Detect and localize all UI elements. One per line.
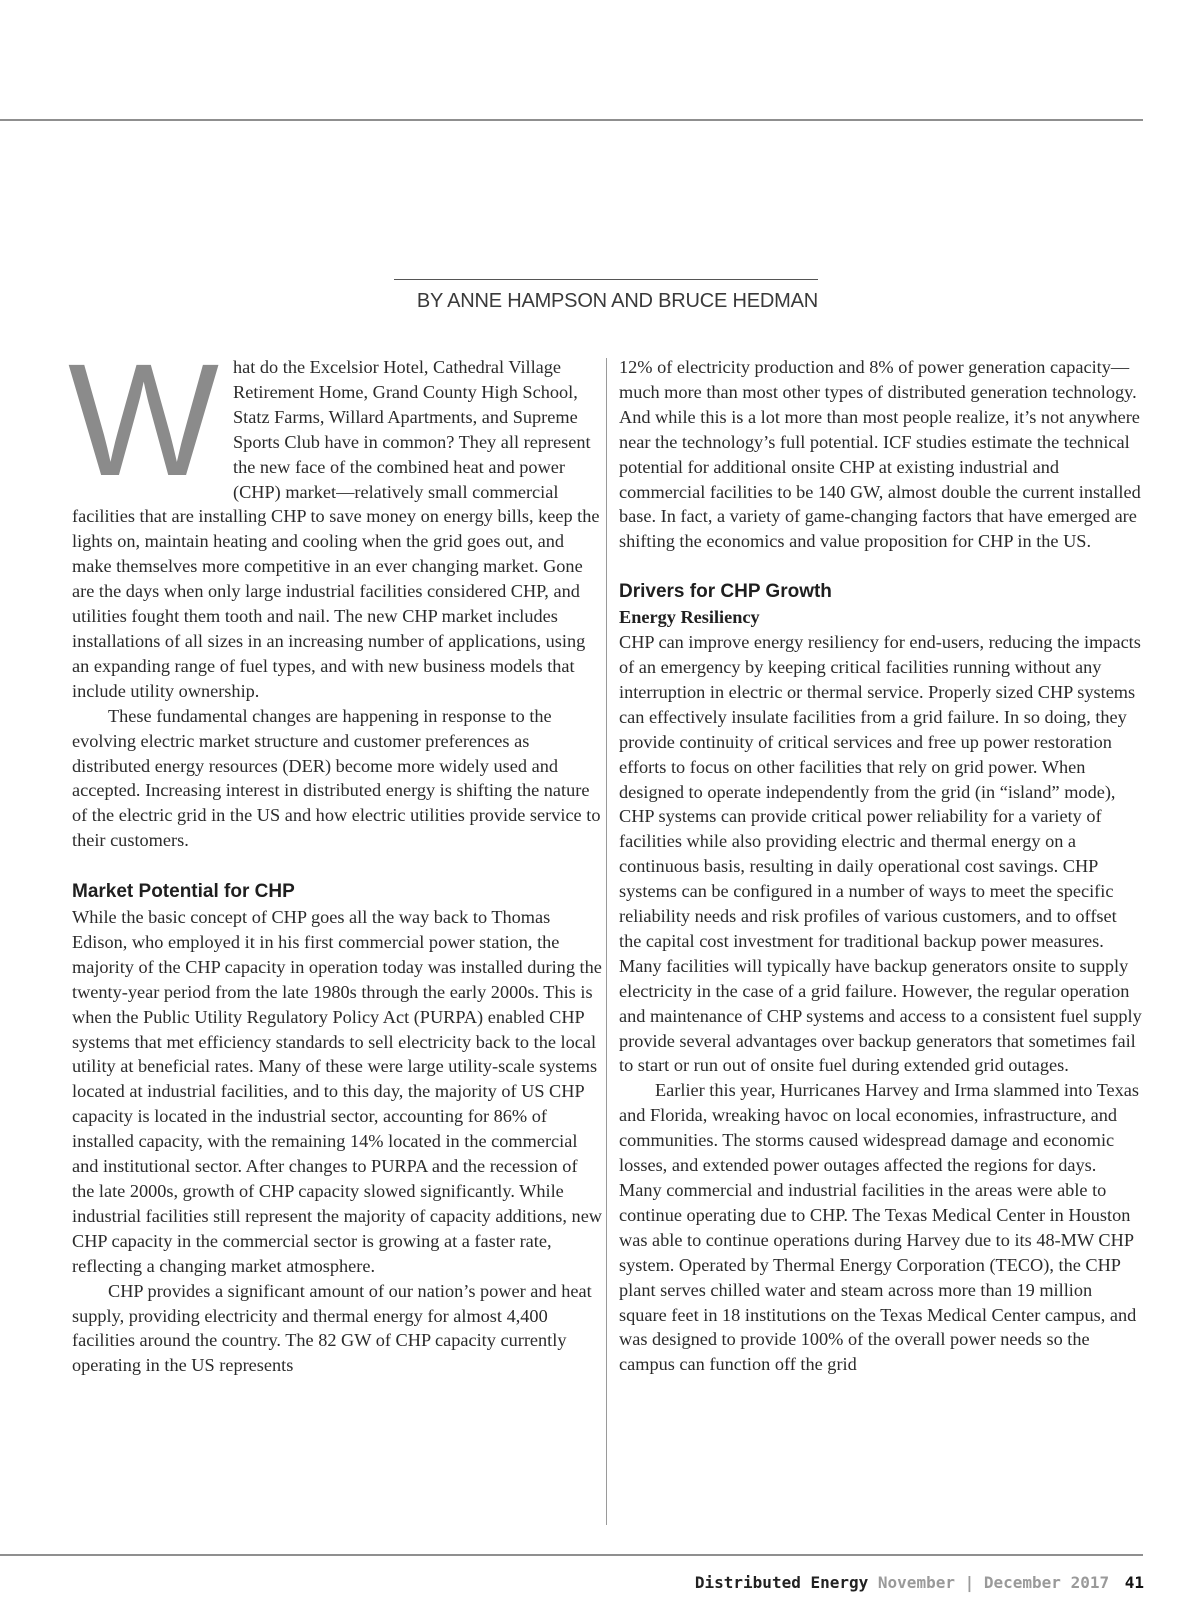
section-heading-market-potential: Market Potential for CHP xyxy=(72,881,295,903)
section-heading-drivers: Drivers for CHP Growth xyxy=(619,581,832,603)
column-divider xyxy=(606,358,607,1525)
top-rule xyxy=(0,119,1143,121)
intro-paragraph xyxy=(68,330,602,704)
page-footer xyxy=(695,1573,1144,1592)
paragraph: While the basic concept of CHP goes all the way back to Thomas Edison, who employed it in his first commercial power station, the majority of the CHP capacity in operation today was installed during the twenty-year period from the late 1980s through the early 2000s. This is when the Public Utility Regulatory Policy Act (PURPA) enabled CHP systems that met efficiency standards to sell electricity back to the local utility at beneficial rates. Many of these were large utility-scale systems located at industrial facilities, and to this day, the majority of US CHP capacity is located in the industrial sector, accounting for 86% of installed capacity, with the remaining 14% located in the commercial and institutional sector. After changes to PURPA and the recession of the late 2000s, growth of CHP capacity slowed significantly. While industrial facilities still represent the majority of capacity additions, new CHP capacity in the commercial sector is growing at a faster rate, reflecting a changing market atmosphere. xyxy=(72,907,603,1276)
byline: BY ANNE HAMPSON AND BRUCE HEDMAN xyxy=(416,290,818,312)
drop-cap: W xyxy=(68,330,220,509)
issue-date: November | December 2017 xyxy=(877,1573,1110,1592)
paragraph: CHP provides a significant amount of our nation’s power and heat supply, providing electricity and thermal energy for almost 4,400 facilities around the country. The 82 GW of CHP capacity currently operating in the US represents xyxy=(72,1280,592,1376)
publication-name: Distributed Energy xyxy=(694,1573,869,1592)
intro-text: hat do the Excelsior Hotel, Cathedral Village Retirement Home, Grand County High School, Statz Farms, Willard Apartments, and Supreme Sports Club have in common? They all represent the new face of the combined heat and power (CHP) market—relatively small commercial facilities that are installing CHP to save money on energy bills, keep the lights on, maintain heating and cooling when the grid goes out, and make themselves more competitive in an ever changing market. Gone are the days when only large industrial facilities considered CHP, and utilities fought them tooth and nail. The new CHP market includes installations of all sizes in an increasing number of applications, using an expanding range of fuel types, and with new business models that include utility ownership. xyxy=(72,357,600,701)
paragraph: These fundamental changes are happening in response to the evolving electric market structure and customer preferences as distributed energy resources (DER) become more widely used and accepted. Increasing interest in distributed energy is shifting the nature of the electric grid in the US and how electric utilities provide service to their customers. xyxy=(72,705,601,851)
paragraph: Earlier this year, Hurricanes Harvey and Irma slammed into Texas and Florida, wreaking havoc on local economies, infrastructure, and communities. The storms caused widespread damage and economic losses, and extended power outages affected the regions for days. Many commercial and industrial facilities in the areas were able to continue operating due to CHP. The Texas Medical Center in Houston was able to continue operations during Harvey due to its 48-MW CHP system. Operated by Thermal Energy Corporation (TECO), the CHP plant serves chilled water and steam across more than 19 million square feet in 18 institutions on the Texas Medical Center campus, and was designed to provide 100% of the overall power needs so the campus can function off the grid xyxy=(619,1080,1139,1375)
bottom-rule xyxy=(0,1554,1143,1556)
right-column xyxy=(619,355,1143,1377)
paragraph: 12% of electricity production and 8% of power generation capacity—much more than most other types of distributed generation technology. And while this is a lot more than most people realize, it’s not anywhere near the technology’s full potential. ICF studies estimate the technical potential for additional onsite CHP at existing industrial and commercial facilities to be 140 GW, almost double the current installed base. In fact, a variety of game-changing factors that have emerged are shifting the economics and value proposition for CHP in the US. xyxy=(619,357,1141,552)
byline-rule xyxy=(394,279,818,280)
subheading-energy-resiliency: Energy Resiliency xyxy=(619,607,760,628)
left-column xyxy=(68,330,603,1378)
page-number: 41 xyxy=(1124,1573,1144,1592)
paragraph: CHP can improve energy resiliency for end-users, reducing the impacts of an emergency by keeping critical facilities running without any interruption in electric or thermal service. Properly sized CHP systems can effectively insulate facilities from a grid failure. In so doing, they provide continuity of critical services and free up power restoration efforts to focus on other facilities that rely on grid power. When designed to operate independently from the grid (in “island” mode), CHP systems can provide critical power reliability for a variety of facilities while also providing electric and thermal energy on a continuous basis, resulting in daily operational cost savings. CHP systems can be configured in a number of ways to meet the specific reliability needs and risk profiles of various customers, and to offset the capital cost investment for traditional backup power measures. Many facilities will typically have backup generators onsite to supply electricity in the case of a grid failure. However, the regular operation and maintenance of CHP systems and access to a consistent fuel supply provide several advantages over backup generators that sometimes fail to start or run out of onsite fuel during extended grid outages. xyxy=(619,632,1142,1076)
